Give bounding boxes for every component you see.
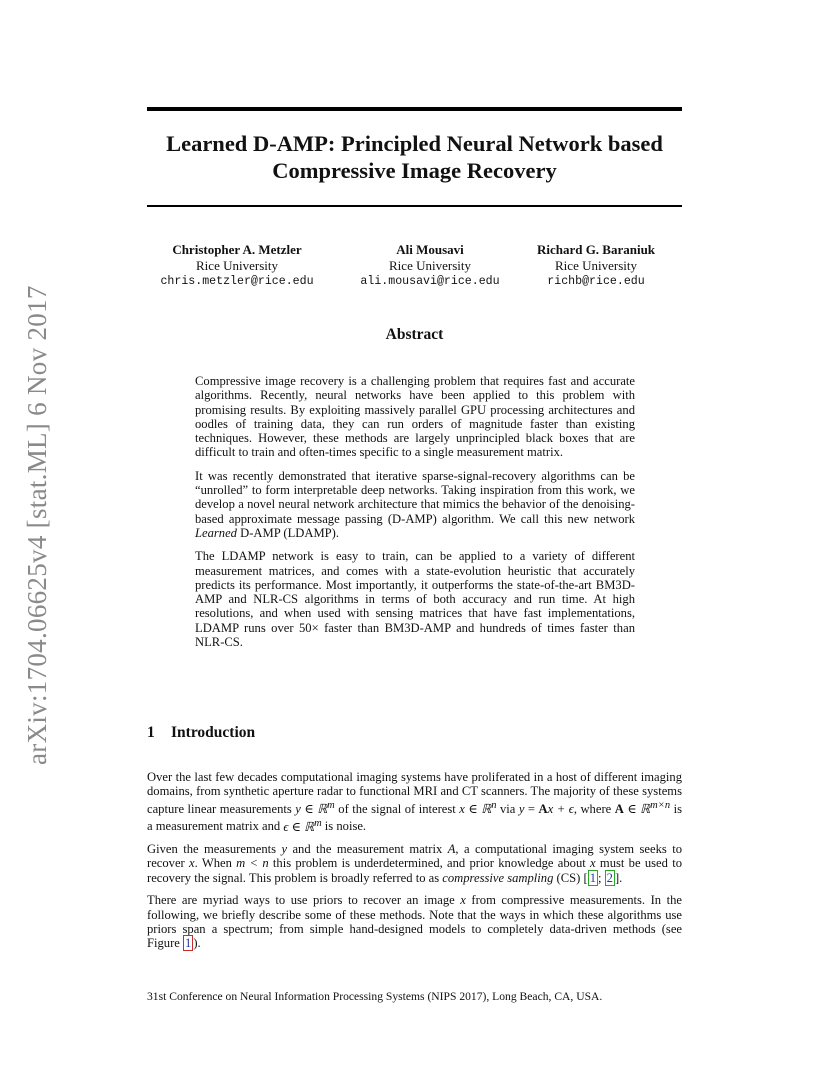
text-run: D-AMP (LDAMP). <box>236 525 340 540</box>
section-heading-introduction <box>147 724 255 742</box>
introduction-body <box>147 770 682 959</box>
text-run: (CS) [ <box>553 870 588 885</box>
text-run: via <box>496 802 519 816</box>
section-title: Introduction <box>171 724 256 741</box>
emphasis-learned: Learned <box>195 525 237 540</box>
math-eps-in-rm: ϵ ∈ ℝ$^m$ <box>283 817 322 834</box>
abstract-heading: Abstract <box>385 326 444 343</box>
text-run: of the signal of interest <box>334 802 460 816</box>
text-run: ; <box>598 870 605 885</box>
math-y-in-rm: y ∈ ℝ$^m$ <box>295 799 335 816</box>
author-affiliation: Rice University <box>196 258 278 273</box>
text-run: , a computational imaging system seeks to recover <box>147 842 682 871</box>
text-run: is a measurement matrix and <box>147 802 682 834</box>
speedup-value: 50× <box>298 620 319 635</box>
text-run: ]. <box>614 870 623 885</box>
emphasis-compressive-sampling: compressive sampling <box>442 870 554 885</box>
author-email: richb@rice.edu <box>547 275 645 288</box>
math-A-in-rmn: A ∈ ℝ$^{m\times n}$ <box>614 799 671 816</box>
text-run: . When <box>194 856 237 871</box>
intro-paragraph-3 <box>147 893 682 951</box>
author-name: Christopher A. Metzler <box>172 242 302 257</box>
figure-link-1[interactable]: 1 <box>185 936 192 951</box>
math-y: y <box>281 842 288 856</box>
intro-paragraph-1 <box>147 770 682 834</box>
author-email: chris.metzler@rice.edu <box>160 275 314 288</box>
text-run: is noise. <box>321 819 367 834</box>
math-A: A <box>447 842 456 856</box>
author-affiliation: Rice University <box>389 258 471 273</box>
text-run: and the measurement matrix <box>287 842 448 856</box>
author-1 <box>137 242 337 290</box>
author-name: Richard G. Baraniuk <box>536 242 656 257</box>
intro-paragraph-2 <box>147 842 682 885</box>
conference-footnote: 31st Conference on Neural Information Processing Systems (NIPS 2017), Long Beach, CA, USA. <box>147 990 603 1003</box>
title-top-rule <box>147 107 682 111</box>
text-run: must be used to recovery the signal. This problem is broadly referred to as <box>147 856 683 885</box>
math-x-in-rn: x ∈ ℝ$^n$ <box>459 799 497 816</box>
author-3 <box>496 242 696 290</box>
text-run: It was recently demonstrated that iterative sparse-signal-recovery algorithms can be “unrolled” to form interpretable deep networks. Taking inspiration from this work, we develop a novel neural network architecture that mimics the behavior of the denoising-based approximate message passing (D-AMP) algorithm. We call this new network <box>195 468 635 526</box>
abstract-paragraph-2 <box>195 469 635 540</box>
arxiv-side-stamp: arXiv:1704.06625v4 [stat.ML] 6 Nov 2017 <box>22 285 52 765</box>
text-run: Over the last few decades computational imaging systems have proliferated in a host of different imaging domains, from synthetic aperture radar to functional MRI and CT scanners. The majority of these systems capture linear measurements <box>147 770 682 816</box>
abstract-paragraph-3 <box>195 549 635 649</box>
text-run: this problem is underdetermined, and prior knowledge about <box>268 856 591 871</box>
text-run: faster than BM3D-AMP and hundreds of times faster than NLR-CS. <box>195 620 635 650</box>
section-number: 1 <box>147 724 155 741</box>
text-run: The LDAMP network is easy to train, can be applied to a variety of different measurement matrices, and comes with a state-evolution heuristic that accurately predicts its performance. Most importantly, it outperforms the state-of-the-art BM3D-AMP and NLR-CS algorithms in terms of both accuracy and run time. At high resolutions, and when used with sensing matrices that have fast implementations, LDAMP runs over <box>195 549 635 635</box>
title-bottom-rule <box>147 205 682 207</box>
text-run: There are myriad ways to use priors to recover an image <box>147 893 461 908</box>
author-email: ali.mousavi@rice.edu <box>360 275 500 288</box>
text-run: , where <box>573 802 615 816</box>
author-name: Ali Mousavi <box>396 242 464 257</box>
text-run: Given the measurements <box>147 842 282 856</box>
title-line-1: Learned D-AMP: Principled Neural Network based <box>166 131 663 156</box>
math-measurement-model: y = Ax + ϵ <box>518 802 574 816</box>
abstract-paragraph-1: Compressive image recovery is a challenging problem that requires fast and accurate algorithms. Recently, neural networks have been applied to this problem with promising results. By exploiting massively parallel GPU processing architectures and oodles of training data, they can run orders of magnitude faster than existing techniques. However, these methods are largely unprincipled black boxes that are difficult to train and often-times specific to a single measurement matrix. <box>195 374 635 460</box>
paper-title <box>147 130 682 184</box>
citation-link-1[interactable]: 1 <box>589 870 596 885</box>
text-run: from compressive measurements. In the following, we briefly describe some of these methods. Note that the ways in which these algorithms use priors span a spectrum; from simple hand-designed models to completely data-driven methods (see Figure <box>147 893 682 951</box>
text-run: ). <box>193 936 201 951</box>
math-x: x <box>590 856 596 871</box>
math-m-lt-n: m < n <box>236 856 269 871</box>
author-affiliation: Rice University <box>555 258 637 273</box>
math-x: x <box>460 893 466 908</box>
title-line-2: Compressive Image Recovery <box>272 158 557 183</box>
abstract-body <box>195 374 635 658</box>
citation-link-2[interactable]: 2 <box>606 870 613 885</box>
math-x: x <box>189 856 195 871</box>
